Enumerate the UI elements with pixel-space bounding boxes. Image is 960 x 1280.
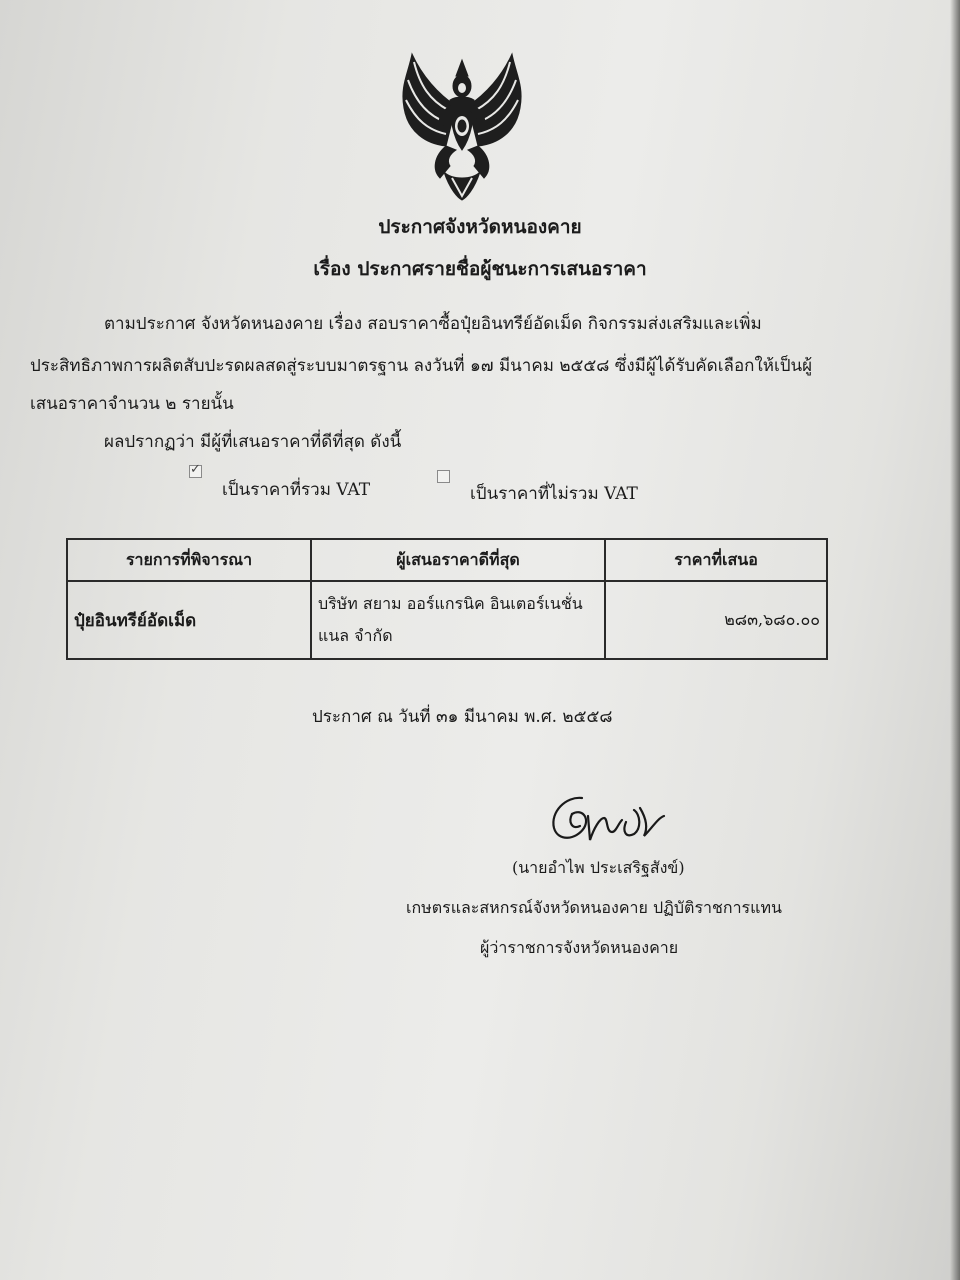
- document-subject: เรื่อง ประกาศรายชื่อผู้ชนะการเสนอราคา: [313, 258, 647, 280]
- announcement-date: ประกาศ ณ วันที่ ๓๑ มีนาคม พ.ศ. ๒๕๕๘: [312, 707, 613, 727]
- body-paragraph-line-1: ตามประกาศ จังหวัดหนองคาย เรื่อง สอบราคาซื้อปุ๋ยอินทรีย์อัดเม็ด กิจกรรมส่งเสริมและเพิ่ม: [104, 314, 762, 334]
- checkmark-icon: ✓: [190, 462, 201, 477]
- include-vat-checkbox: [189, 462, 202, 478]
- header-bidder: ผู้เสนอราคาดีที่สุด: [311, 539, 605, 581]
- page-edge-shadow: [950, 0, 960, 1280]
- cell-bidder: [311, 581, 605, 659]
- header-price: ราคาที่เสนอ: [605, 539, 827, 581]
- cell-price: ๒๘๓,๖๘๐.๐๐: [605, 581, 827, 659]
- body-paragraph-line-2: ประสิทธิภาพการผลิตสับปะรดผลสดสู่ระบบมาตรฐาน ลงวันที่ ๑๗ มีนาคม ๒๕๕๘ ซึ่งมีผู้ได้รับคัดเลือกให้เป็นผู้: [30, 356, 813, 376]
- bidder-line-1: บริษัท สยาม ออร์แกรนิค อินเตอร์เนชั่น: [318, 594, 583, 613]
- table-row: [67, 581, 827, 659]
- cell-item: ปุ๋ยอินทรีย์อัดเม็ด: [67, 581, 311, 659]
- exclude-vat-label: เป็นราคาที่ไม่รวม VAT: [470, 484, 638, 504]
- document-title: ประกาศจังหวัดหนองคาย: [378, 216, 582, 238]
- body-paragraph-line-3: เสนอราคาจำนวน ๒ รายนั้น: [30, 394, 234, 414]
- bidder-line-2: แนล จำกัด: [318, 626, 393, 645]
- result-statement: ผลปรากฏว่า มีผู้ที่เสนอราคาที่ดีที่สุด ดังนี้: [104, 432, 402, 452]
- handwritten-signature: [542, 788, 672, 848]
- signatory-position-2: ผู้ว่าราชการจังหวัดหนองคาย: [480, 938, 679, 957]
- header-item: รายการที่พิจารณา: [67, 539, 311, 581]
- exclude-vat-checkbox: [437, 470, 450, 483]
- include-vat-label: เป็นราคาที่รวม VAT: [222, 480, 371, 500]
- winner-table: [66, 538, 828, 660]
- table-header-row: [67, 539, 827, 581]
- signatory-name: (นายอำไพ ประเสริฐสังข์): [512, 858, 685, 877]
- garuda-emblem: [394, 46, 530, 202]
- signatory-position-1: เกษตรและสหกรณ์จังหวัดหนองคาย ปฏิบัติราชการแทน: [406, 898, 782, 917]
